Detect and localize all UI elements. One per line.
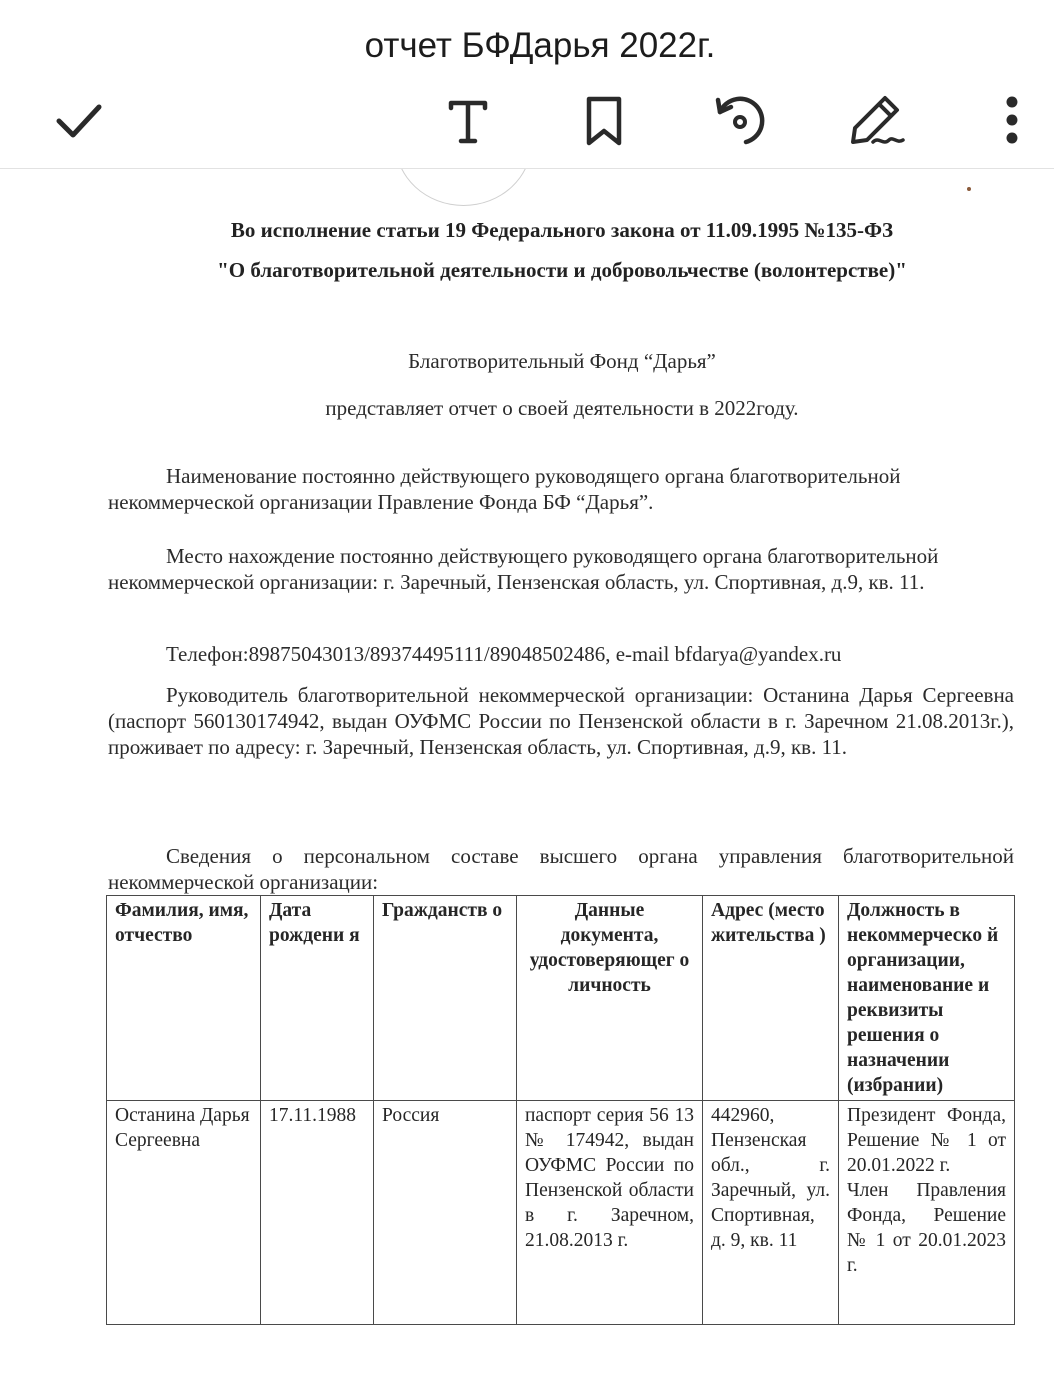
bookmark-button[interactable] bbox=[572, 88, 636, 152]
position-president: Президент Фонда, Решение № 1 от 20.01.2022 г. bbox=[847, 1105, 1006, 1176]
text-tool-button[interactable] bbox=[436, 88, 500, 152]
head-person-paragraph bbox=[108, 682, 1014, 760]
cell-position bbox=[839, 1101, 1015, 1325]
done-button[interactable] bbox=[46, 88, 110, 152]
staff-table bbox=[106, 895, 1015, 1325]
governing-body-paragraph bbox=[108, 463, 1014, 515]
heading-line-1: Во исполнение статьи 19 Федерального закона от 11.09.1995 №135-ФЗ bbox=[230, 218, 894, 242]
location-text: Место нахождение постоянно действующего руководящего органа благотворительной некоммерческой организации: г. Заречный, Пензенская область, ул. Спортивная, д.9, кв. 11. bbox=[108, 544, 939, 594]
header-birth-date: Дата рождени я bbox=[261, 896, 374, 1101]
head-person-text: Руководитель благотворительной некоммерческой организации: Останина Дарья Сергеевна (паспорт 560130174942, выдан ОУФМС России по Пензенской области в г. Заречном 21.08.2013г.), проживает по адресу: г. Заречный, Пензенская область, ул. Спортивная, д.9, кв. 11. bbox=[108, 683, 1014, 759]
pointer-tool-icon bbox=[710, 90, 770, 150]
scan-speck bbox=[967, 187, 971, 191]
cell-birth-date: 17.11.1988 bbox=[261, 1101, 374, 1325]
staff-intro-paragraph bbox=[108, 843, 1014, 895]
governing-body-text: Наименование постоянно действующего руководящего органа благотворительной некоммерческой организации Правление Фонда БФ “Дарья”. bbox=[108, 464, 901, 514]
heading-line-2: "О благотворительной деятельности и добровольчестве (волонтерстве)" bbox=[217, 258, 907, 282]
header-position: Должность в некоммерческо й организации, наименование и реквизиты решения о назначении (избрании) bbox=[839, 896, 1015, 1101]
location-paragraph bbox=[108, 543, 1014, 595]
header-address: Адрес (место жительства ) bbox=[703, 896, 839, 1101]
text-tool-icon bbox=[439, 91, 497, 149]
phone-text: Телефон:89875043013/89374495111/89048502486, e-mail bfdarya@yandex.ru bbox=[166, 642, 842, 666]
header-id-document: Данные документа, удостоверяющег о личность bbox=[517, 896, 703, 1101]
cell-address: 442960, Пензенская обл., г. Заречный, ул. Спортивная, д. 9, кв. 11 bbox=[703, 1101, 839, 1325]
header-full-name: Фамилия, имя, отчество bbox=[107, 896, 261, 1101]
cell-id-document: паспорт серия 56 13 № 174942, выдан ОУФМС России по Пензенской области в г. Заречном, 21.08.2013 г. bbox=[517, 1101, 703, 1325]
table-header-row bbox=[107, 896, 1015, 1101]
table-row bbox=[107, 1101, 1015, 1325]
phone-paragraph bbox=[108, 641, 1014, 667]
app-toolbar bbox=[0, 0, 1054, 169]
more-options-button[interactable] bbox=[980, 88, 1044, 152]
pointer-tool-button[interactable] bbox=[708, 88, 772, 152]
header-citizenship: Гражданств о bbox=[374, 896, 517, 1101]
document-title: отчет БФДарья 2022г. bbox=[364, 26, 716, 65]
sign-button[interactable] bbox=[844, 88, 908, 152]
cell-full-name: Останина Дарья Сергеевна bbox=[107, 1101, 261, 1325]
position-board-member: Член Правления Фонда, Решение № 1 от 20.01.2023 г. bbox=[847, 1180, 1006, 1276]
report-line: представляет отчет о своей деятельности в 2022году. bbox=[325, 396, 799, 420]
check-icon bbox=[49, 91, 107, 149]
staff-intro-text: Сведения о персональном составе высшего органа управления благотворительной некоммерческой организации: bbox=[108, 844, 1014, 894]
bookmark-icon bbox=[575, 91, 633, 149]
cell-citizenship: Россия bbox=[374, 1101, 517, 1325]
document-page bbox=[0, 169, 1054, 1374]
pen-icon bbox=[845, 90, 907, 150]
stamp-mark bbox=[395, 169, 532, 206]
more-vertical-icon bbox=[992, 91, 1032, 149]
fund-name: Благотворительный Фонд “Дарья” bbox=[408, 349, 716, 373]
